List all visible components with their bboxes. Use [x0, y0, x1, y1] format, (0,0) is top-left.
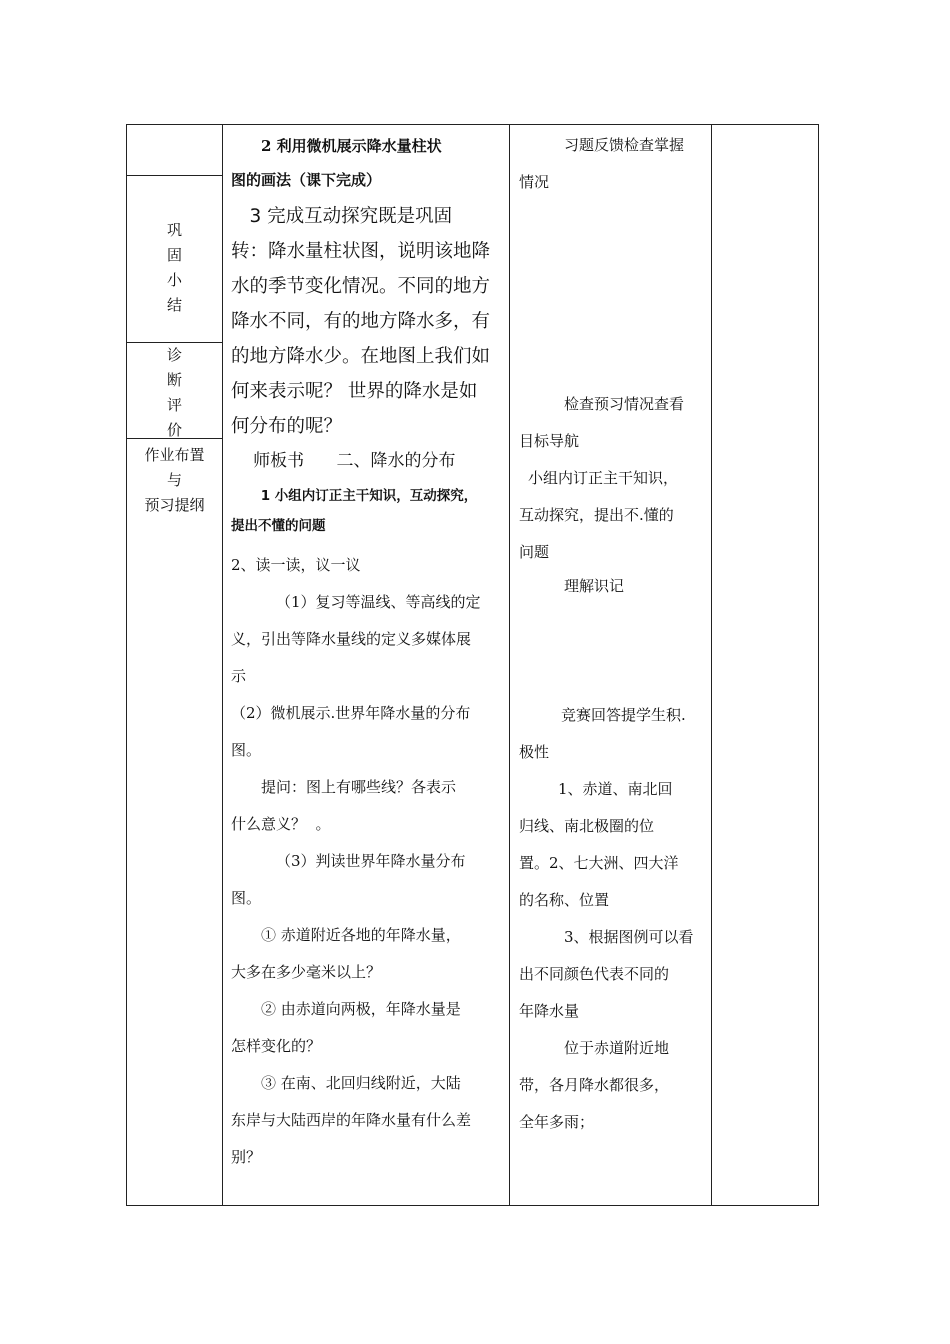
label-zuoye-buzhi: 作业布置 与 预习提纲	[144, 446, 205, 514]
text-line: 2、读一读，议一议	[231, 556, 361, 574]
text-line: 问题	[519, 543, 550, 561]
text-line: 1 小组内订正主干知识，互动探究，	[260, 488, 478, 504]
text-line: 转：降水量柱状图，说明该地降	[231, 241, 491, 262]
text-line: 怎样变化的？	[231, 1037, 322, 1055]
text-line: 目标导航	[519, 432, 580, 450]
label-zhenduan-pingjia: 诊 断 评 价	[166, 346, 182, 439]
text-line: 水的季节变化情况。不同的地方	[231, 276, 491, 297]
text-line: （2）微机展示.世界年降水量的分布	[231, 704, 471, 722]
board-heading: 师板书 二、降水的分布	[253, 451, 456, 471]
design-intent-column	[519, 127, 705, 1141]
teaching-process-column	[231, 129, 501, 1176]
text-line: 什么意义？ 。	[231, 815, 331, 833]
text-line: 互动探究，提出不.懂的	[519, 506, 674, 524]
text-line: 理解识记	[564, 577, 625, 595]
text-line: 何来表示呢？ 世界的降水是如	[231, 381, 478, 402]
text-line: 何分布的呢？	[231, 416, 343, 437]
text-line: 的名称、位置	[519, 891, 610, 909]
text-line: 年降水量	[519, 1002, 580, 1020]
text-line: ③ 在南、北回归线附近，大陆	[261, 1074, 461, 1092]
text-line: 归线、南北极圈的位	[519, 817, 655, 835]
text-line: 东岸与大陆西岸的年降水量有什么差	[231, 1111, 472, 1129]
text-line: 3、根据图例可以看	[564, 928, 694, 946]
column-divider-3	[711, 125, 712, 1205]
text-line: 图的画法（课下完成）	[231, 171, 382, 189]
lesson-plan-table	[126, 124, 819, 1206]
label-gonggu-xiaojie: 巩 固 小 结	[166, 221, 182, 314]
row-divider-1	[127, 175, 222, 176]
text-line: 2 利用微机展示降水量柱状	[261, 137, 442, 155]
text-line: 置。2、七大洲、四大洋	[519, 854, 679, 872]
text-line: ① 赤道附近各地的年降水量，	[261, 926, 461, 944]
text-line: 示	[231, 667, 247, 685]
text-line: 提出不懂的问题	[231, 518, 326, 534]
text-line: 义，引出等降水量线的定义多媒体展	[231, 630, 472, 648]
spacer	[519, 201, 705, 386]
text-line: （3）判读世界年降水量分布	[276, 852, 466, 870]
text-line: 图。	[231, 741, 262, 759]
text-line: ② 由赤道向两极，年降水量是	[261, 1000, 461, 1018]
text-line: 情况	[519, 173, 550, 191]
text-line: 习题反馈检查掌握	[564, 136, 685, 154]
text-line: 提问：图上有哪些线？各表示	[261, 778, 457, 796]
text-line: 全年多雨；	[519, 1113, 595, 1131]
text-line: 的地方降水少。在地图上我们如	[231, 346, 491, 367]
text-line: 出不同颜色代表不同的	[519, 965, 670, 983]
text-line: 别？	[231, 1148, 262, 1166]
text-line: 3 完成互动探究既是巩固	[249, 206, 453, 227]
text-line: 图。	[231, 889, 262, 907]
text-line: 1、赤道、南北回	[558, 780, 673, 798]
text-line: 位于赤道附近地	[564, 1039, 670, 1057]
text-line: 检查预习情况查看	[564, 395, 685, 413]
column-divider-1	[222, 125, 223, 1205]
text-line: 竞赛回答提学生积.	[561, 706, 686, 724]
text-line: 小组内订正主干知识，	[528, 469, 679, 487]
text-line: 带，各月降水都很多，	[519, 1076, 670, 1094]
text-line: 极性	[519, 743, 550, 761]
column-divider-2	[509, 125, 510, 1205]
text-line: 大多在多少毫米以上？	[231, 963, 382, 981]
spacer	[519, 601, 705, 697]
text-line: 降水不同，有的地方降水多，有	[231, 311, 491, 332]
text-line: （1）复习等温线、等高线的定	[276, 593, 481, 611]
